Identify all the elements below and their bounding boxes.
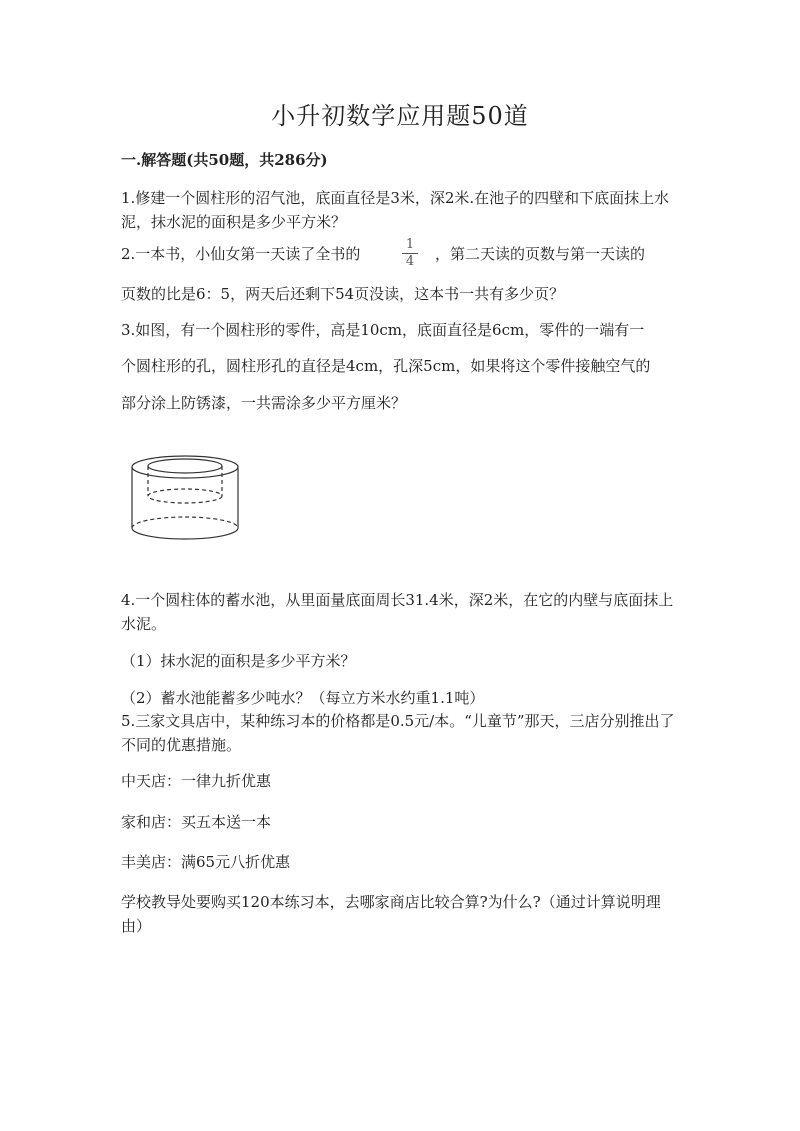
question-2-part1: 2.一本书，小仙女第一天读了全书的 — [121, 245, 361, 263]
question-1: 1.修建一个圆柱形的沼气池，底面直径是3米，深2米.在池子的四壁和下底面抹上水泥，抹水泥的面积是多少平方米？ — [121, 189, 670, 231]
hole-top-ellipse — [148, 459, 222, 473]
section-heading: 一.解答题(共50题，共286分) — [121, 151, 328, 169]
hole-bottom-ellipse — [148, 489, 222, 503]
question-5: 5.三家文具店中，某种练习本的价格都是0.5元/本。“儿童节”那天，三店分别推出了不同的优惠措施。 — [121, 712, 675, 754]
question-2-part2: ，第二天读的页数与第一天读的 — [435, 245, 646, 263]
cylinder-part-figure — [128, 452, 248, 548]
store-zhongtian: 中天店：一律九折优惠 — [121, 772, 272, 790]
question-3-line2: 个圆柱形的孔，圆柱形孔的直径是4cm，孔深5cm，如果将这个零件接触空气的 — [121, 357, 651, 375]
question-3-line3: 部分涂上防锈漆，一共需涂多少平方厘米？ — [121, 394, 407, 412]
question-4: 4.一个圆柱体的蓄水池，从里面量底面周长31.4米，深2米，在它的内壁与底面抹上水泥。 — [121, 591, 674, 633]
page-title: 小升初数学应用题50道 — [271, 102, 529, 130]
fraction-numerator: 1 — [405, 237, 415, 252]
question-2-line2: 页数的比是6：5，两天后还剩下54页没读，这本书一共有多少页？ — [121, 285, 565, 303]
fraction-one-quarter — [400, 238, 420, 269]
question-4-sub1: （1）抹水泥的面积是多少平方米？ — [121, 652, 356, 670]
store-jiahe: 家和店：买五本送一本 — [121, 813, 272, 831]
bottom-back-arc — [132, 517, 238, 528]
question-3-line1: 3.如图，有一个圆柱形的零件，高是10cm，底面直径是6cm，零件的一端有一 — [121, 321, 645, 339]
fraction-denominator: 4 — [405, 254, 415, 269]
question-4-sub2: （2）蓄水池能蓄多少吨水？（每立方米水约重1.1吨） — [121, 689, 485, 707]
bottom-front-arc — [132, 528, 238, 539]
question-5-prompt: 学校教导处要购买120本练习本，去哪家商店比较合算?为什么?（通过计算说明理由） — [121, 893, 661, 935]
store-fengmei: 丰美店：满65元八折优惠 — [121, 853, 291, 871]
